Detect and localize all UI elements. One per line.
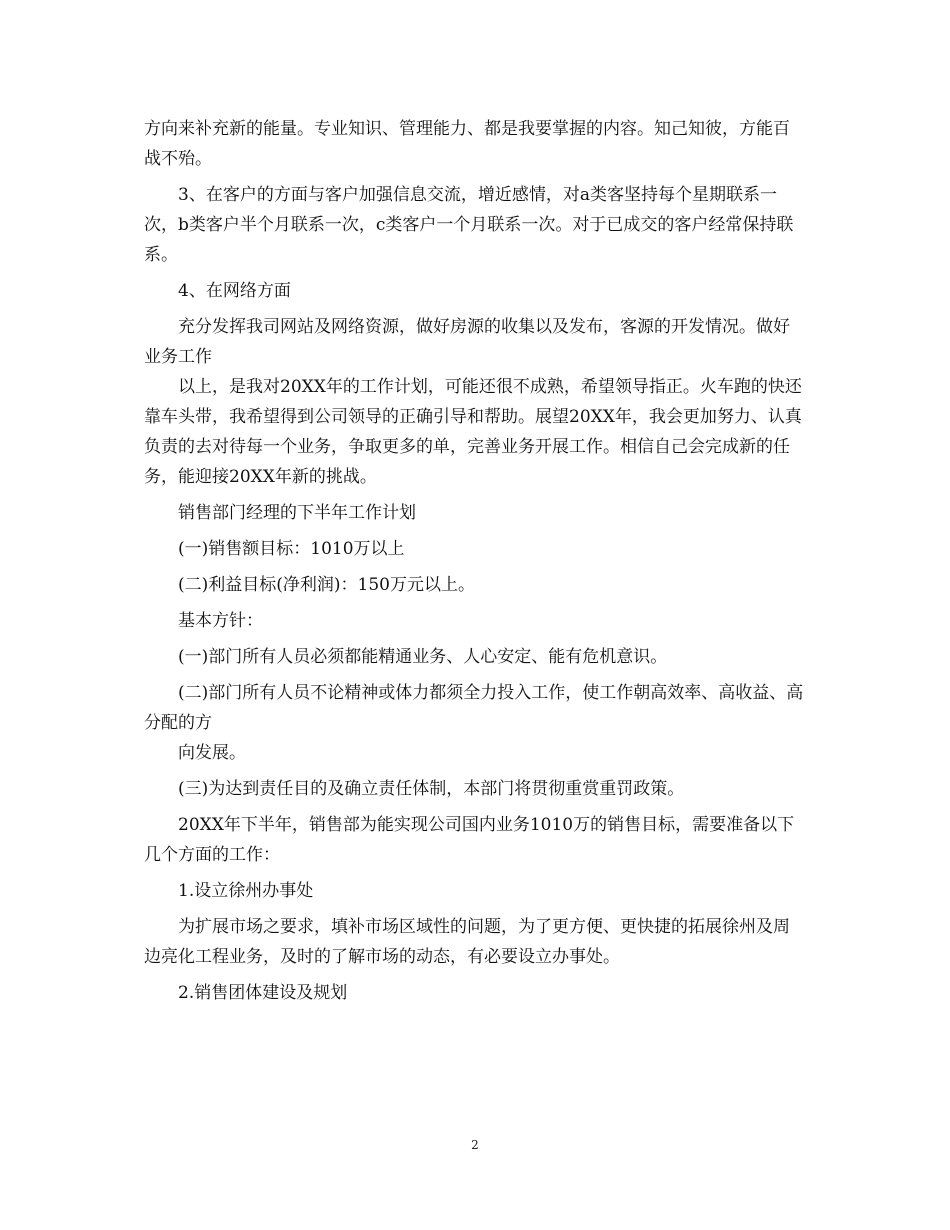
paragraph-sales-team-heading: 2.销售团体建设及规划 (178, 983, 348, 1003)
paragraph-policy-2: (二)部门所有人员不论精神或体力都须全力投入工作，使工作朝高效率、高收益、高分配的方 (144, 683, 804, 733)
paragraph-energy: 方向来补充新的能量。专业知识、管理能力、都是我要掌握的内容。知己知彼，方能百战不殆。 (144, 119, 790, 169)
paragraph-plan-title: 销售部门经理的下半年工作计划 (178, 503, 416, 523)
paragraph-basic-policy: 基本方针： (178, 611, 263, 631)
paragraph-network-resources: 充分发挥我司网站及网络资源，做好房源的收集以及发布，客源的开发情况。做好业务工作 (144, 317, 790, 367)
paragraph-half-year-goal: 20XX年下半年，销售部为能实现公司国内业务1010万的销售目标，需要准备以下几个方面的工作： (144, 815, 795, 865)
paragraph-sales-target: (一)销售额目标：1010万以上 (178, 539, 405, 559)
paragraph-network-heading: 4、在网络方面 (178, 281, 291, 301)
paragraph-policy-2-continued: 向发展。 (178, 743, 246, 763)
paragraph-xuzhou-office-heading: 1.设立徐州办事处 (178, 881, 314, 901)
paragraph-customer-communication: 3、在客户的方面与客户加强信息交流，增近感情，对a类客坚持每个星期联系一次，b类客户半个月联系一次，c类客户一个月联系一次。对于已成交的客户经常保持联系。 (144, 185, 794, 265)
document-body (144, 114, 804, 1014)
paragraph-xuzhou-office-detail: 为扩展市场之要求，填补市场区域性的问题，为了更方便、更快捷的拓展徐州及周边亮化工程业务，及时的了解市场的动态，有必要设立办事处。 (144, 917, 790, 967)
paragraph-policy-1: (一)部门所有人员必须都能精通业务、人心安定、能有危机意识。 (178, 647, 668, 667)
page-number: 2 (471, 1138, 479, 1152)
paragraph-profit-target: (二)利益目标(净利润)：150万元以上。 (178, 575, 475, 595)
paragraph-policy-3: (三)为达到责任目的及确立责任体制，本部门将贯彻重赏重罚政策。 (178, 779, 685, 799)
paragraph-summary: 以上，是我对20XX年的工作计划，可能还很不成熟，希望领导指正。火车跑的快还靠车头带，我希望得到公司领导的正确引导和帮助。展望20XX年，我会更加努力、认真负责的去对待每一个业务，争取更多的单，完善业务开展工作。相信自己会完成新的任务，能迎接20XX年新的挑战。 (144, 377, 802, 487)
